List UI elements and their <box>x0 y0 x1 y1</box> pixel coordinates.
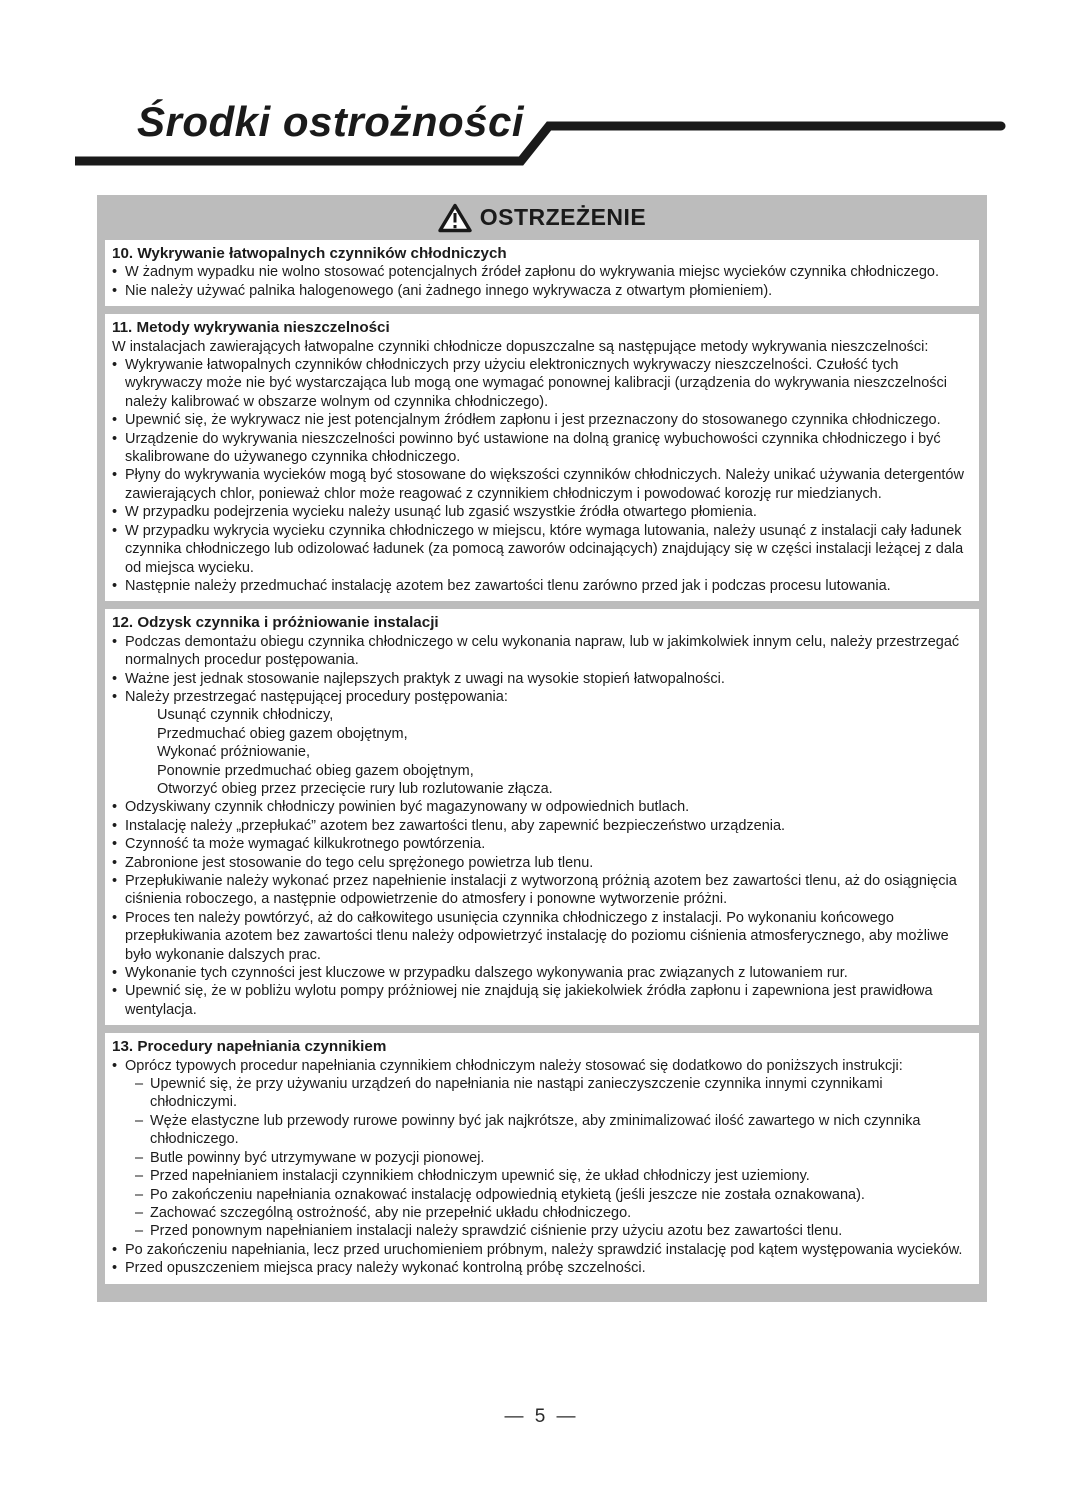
dash-item: – Węże elastyczne lub przewody rurowe powinny być jak najkrótsze, aby zminimalizować ilość zawartego w nich czynnika chłodniczego. <box>135 1112 921 1148</box>
bullet-marker: • <box>112 633 118 650</box>
dash-item: – Upewnić się, że przy używaniu urządzeń do napełniania nie nastąpi zanieczyszczenie czynnika innymi czynnikami chłodniczymi. <box>135 1076 883 1111</box>
dash-item: – Przed napełnianiem instalacji czynnikiem chłodniczym upewnić się, że układ chłodniczy jest uziemiony. <box>135 1168 810 1185</box>
bullet-item: • Oprócz typowych procedur napełniania czynnikiem chłodniczym należy stosować się dodatkowo do poniższych instrukcji: <box>112 1057 903 1074</box>
bullet-item: • Podczas demontażu obiegu czynnika chłodniczego w celu wykonania napraw, lub w jakimkolwiek innym celu, należy przestrzegać normalnych procedur postępowania. <box>112 633 960 669</box>
bullet-marker: • <box>112 1260 118 1277</box>
bullet-marker: • <box>112 504 118 521</box>
section-heading: 11. Metody wykrywania nieszczelności <box>112 319 390 337</box>
bullet-marker: • <box>112 282 118 299</box>
dash-marker: – <box>135 1149 144 1166</box>
sections-container <box>97 240 987 1284</box>
bullet-item: • Płyny do wykrywania wycieków mogą być stosowane do większości czynników chłodniczych. Należy unikać używania detergentów zawierających chlor, ponieważ chlor może reagować z czynnikiem chłodniczym i powodować korozję rur miedzianych. <box>112 467 964 502</box>
dash-marker: – <box>135 1223 144 1240</box>
section-heading: 13. Procedury napełniania czynnikiem <box>112 1038 387 1056</box>
bullet-item: • Przepłukiwanie należy wykonać przez napełnienie instalacji z wytworzoną próżnią azotem bez zawartości tlenu, aż do osiągnięcia ciśnienia roboczego, a następnie odpowietrzenie do atmosfery i ponowne wytworzenie próżni. <box>112 873 957 908</box>
section-box <box>105 240 979 306</box>
bullet-marker: • <box>112 577 118 594</box>
bullet-marker: • <box>112 983 118 1000</box>
bullet-marker: • <box>112 264 118 281</box>
bullet-item: • W przypadku podejrzenia wycieku należy usunąć lub zgasić wszystkie źródła otwartego płomienia. <box>112 504 757 521</box>
bullet-item: • W żadnym wypadku nie wolno stosować potencjalnych źródeł zapłonu do wykrywania miejsc wycieków czynnika chłodniczego. <box>112 264 939 281</box>
dash-marker: – <box>135 1112 144 1129</box>
bullet-item: • Wykrywanie łatwopalnych czynników chłodniczych przy użyciu elektronicznych wykrywaczy nieszczelności. Czułość tych wykrywaczy może nie być wystarczająca lub mogą one wymagać ponownej kalibracji (urządzenia do wykrywania nieszczelności należy kalibrować w obszarze wolnym od czynnika chłodniczego). <box>112 357 948 410</box>
indent-item: Wykonać próżniowanie, <box>157 744 311 761</box>
bullet-marker: • <box>112 965 118 982</box>
indent-item: Przedmuchać obieg gazem obojętnym, <box>157 725 408 742</box>
bullet-item: • Urządzenie do wykrywania nieszczelności powinno być ustawione na dolną granicę wybuchowości czynnika chłodniczego i być skalibrowane do używanego czynnika chłodniczego. <box>112 430 941 466</box>
indent-item: Usunąć czynnik chłodniczy, <box>157 707 334 724</box>
bullet-item: • Należy przestrzegać następującej procedury postępowania: <box>112 688 508 705</box>
bullet-marker: • <box>112 1057 118 1074</box>
dash-item: – Butle powinny być utrzymywane w pozycji pionowej. <box>135 1149 485 1166</box>
bullet-marker: • <box>112 412 118 429</box>
dash-marker: – <box>135 1168 144 1185</box>
page-number: — 5 — <box>504 1406 579 1427</box>
bullet-item: • Upewnić się, że wykrywacz nie jest potencjalnym źródłem zapłonu i jest przeznaczony do stosowanego czynnika chłodniczego. <box>112 412 941 429</box>
bullet-item: • Wykonanie tych czynności jest kluczowe w przypadku dalszego wykonywania prac związanych z lutowaniem rur. <box>112 965 848 982</box>
bullet-marker: • <box>112 873 118 889</box>
intro-item: W instalacjach zawierających łatwopalne czynniki chłodnicze dopuszczalne są następujące metody wykrywania nieszczelności: <box>112 338 929 355</box>
bullet-marker: • <box>112 817 118 834</box>
bullet-item: • Czynność ta może wymagać kilkukrotnego powtórzenia. <box>112 836 486 853</box>
bullet-item: • Po zakończeniu napełniania, lecz przed uruchomieniem próbnym, należy sprawdzić instalację pod kątem występowania wycieków. <box>112 1241 963 1258</box>
header-rule <box>75 118 1015 170</box>
bullet-item: • Odzyskiwany czynnik chłodniczy powinien być magazynowany w odpowiednich butlach. <box>112 799 690 816</box>
indent-item: Otworzyć obieg przez przecięcie rury lub rozlutowanie złącza. <box>157 780 553 797</box>
section-heading: 10. Wykrywanie łatwopalnych czynników chłodniczych <box>112 245 507 262</box>
bullet-marker: • <box>112 799 118 816</box>
bullet-marker: • <box>112 909 118 926</box>
bullet-item: • Ważne jest jednak stosowanie najlepszych praktyk z uwagi na wysokie stopień łatwopalności. <box>112 670 725 687</box>
bullet-marker: • <box>112 836 118 853</box>
bullet-item: • Upewnić się, że w pobliżu wylotu pompy próżniowej nie znajdują się jakiekolwiek źródła zapłonu i zapewniona jest prawidłowa wentylacja. <box>112 983 933 1018</box>
indent-item: Ponownie przedmuchać obieg gazem obojętnym, <box>157 762 474 779</box>
bullet-marker: • <box>112 1241 118 1258</box>
dash-item: – Zachować szczególną ostrożność, aby nie przepełnić układu chłodniczego. <box>135 1204 632 1221</box>
bullet-item: • Instalację należy „przepłukać” azotem bez zawartości tlenu, aby zapewnić bezpieczeństwo urządzenia. <box>112 817 786 834</box>
section-box <box>105 314 979 601</box>
bullet-item: • W przypadku wykrycia wycieku czynnika chłodniczego w miejscu, które wymaga lutowania, należy usunąć z instalacji cały ładunek czynnika chłodniczego lub odizolować ładunek (za pomocą zaworów odcinających) znajdujący się w części instalacji leżącej z dala od miejsca wycieku. <box>112 522 964 576</box>
dash-marker: – <box>135 1204 144 1221</box>
bullet-marker: • <box>112 430 118 447</box>
warning-banner <box>97 195 987 240</box>
bullet-item: • Następnie należy przedmuchać instalację azotem bez zawartości tlenu zarówno przed jak i podczas procesu lutowania. <box>112 577 891 594</box>
page-title: Środki ostrożności <box>137 98 525 145</box>
warning-banner-label: OSTRZEŻENIE <box>479 204 647 230</box>
bullet-item: • Zabronione jest stosowanie do tego celu sprężonego powietrza lub tlenu. <box>112 854 594 871</box>
section-heading: 12. Odzysk czynnika i próżniowanie instalacji <box>112 614 439 632</box>
bullet-item: • Nie należy używać palnika halogenowego (ani żadnego innego wykrywacza z otwartym płomieniem). <box>112 282 773 299</box>
warning-triangle-icon <box>438 203 472 233</box>
dash-item: – Przed ponownym napełnianiem instalacji należy sprawdzić ciśnienie przy użyciu azotu bez zawartości tlenu. <box>135 1223 843 1240</box>
bullet-marker: • <box>112 688 118 705</box>
bullet-marker: • <box>112 522 118 539</box>
warning-panel <box>97 195 987 1302</box>
section-box <box>105 609 979 1025</box>
bullet-marker: • <box>112 670 118 687</box>
bullet-marker: • <box>112 854 118 871</box>
section-box <box>105 1033 979 1283</box>
bullet-marker: • <box>112 357 118 374</box>
bullet-item: • Przed opuszczeniem miejsca pracy należy wykonać kontrolną próbę szczelności. <box>112 1260 646 1277</box>
dash-marker: – <box>135 1076 144 1093</box>
dash-marker: – <box>135 1186 144 1203</box>
bullet-item: • Proces ten należy powtórzyć, aż do całkowitego usunięcia czynnika chłodniczego z instalacji. Po wykonaniu końcowego przepłukiwania azotem bez zawartości tlenu należy odpowietrzyć instalację do poziomu ciśnienia atmosferycznego, aby możliwe było wykonanie dalszych prac. <box>112 909 949 963</box>
bullet-marker: • <box>112 467 118 484</box>
dash-item: – Po zakończeniu napełniania oznakować instalację odpowiednią etykietą (jeśli jeszcze nie została oznakowana). <box>135 1186 865 1203</box>
